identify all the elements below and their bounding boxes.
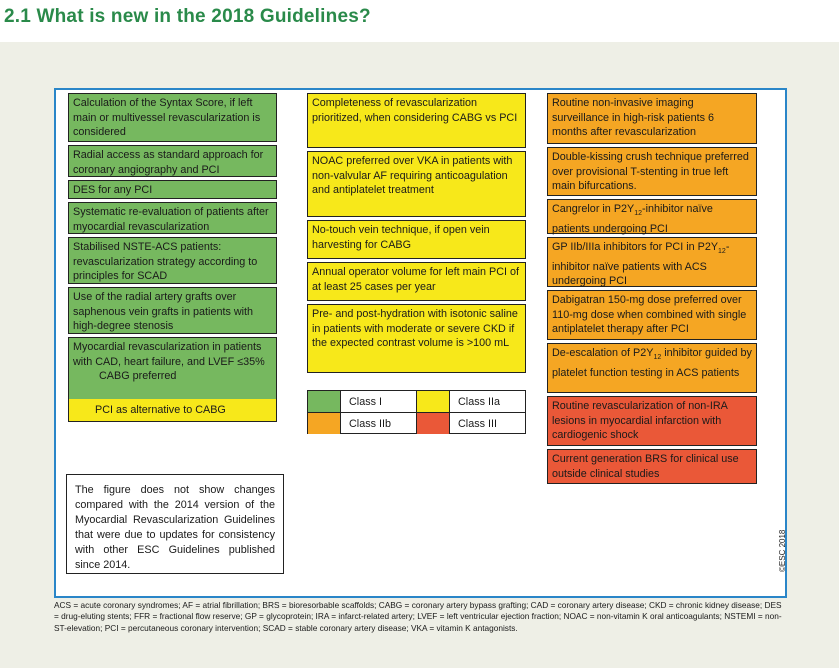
class-iia-item: NOAC preferred over VKA in patients with non-valvular AF requiring anticoagulation and antiplatelet treatment: [307, 151, 526, 217]
class-iia-item: No-touch vein technique, if open vein harvesting for CABG: [307, 220, 526, 259]
class-i-item: DES for any PCI: [68, 180, 277, 199]
class-legend: [307, 390, 526, 434]
class-i-item: Calculation of the Syntax Score, if left main or multivessel revascularization is considered: [68, 93, 277, 142]
class-i-item: [69, 338, 276, 399]
class-i-item: Use of the radial artery grafts over saphenous vein grafts in patients with high-degree stenosis: [68, 287, 277, 334]
copyright: ©ESC 2018: [778, 529, 787, 572]
class-i-column: [68, 93, 277, 422]
class-iib-iii-column: [547, 93, 757, 484]
class-iii-item: Routine revascularization of non-IRA lesions in myocardial infarction with cardiogenic shock: [547, 396, 757, 446]
class-iia-item: Pre- and post-hydration with isotonic saline in patients with moderate or severe CKD if the expected contrast volume is >100 mL: [307, 304, 526, 373]
section-title: 2.1 What is new in the 2018 Guidelines?: [4, 6, 371, 27]
class-iib-item: Cangrelor in $P2Y_{12}$-inhibitor naïve patients undergoing PCI: [547, 199, 757, 234]
legend-class-iii: Class III: [458, 417, 497, 430]
class-iib-item: Dabigatran 150-mg dose preferred over 110-mg dose when combined with single antiplatelet therapy after PCI: [547, 290, 757, 340]
class-i-item-text: Myocardial revascularization in patients with CAD, heart failure, and LVEF ≤35%: [73, 341, 265, 368]
class-i-sub: CABG preferred: [99, 370, 177, 382]
class-iib-item: GP IIb/IIIa inhibitors for PCI in $P2Y_{12}$-inhibitor naïve patients with ACS undergoing PCI: [547, 237, 757, 287]
orange-item-2-source: [0, 0, 1, 1]
class-iia-item: Completeness of revascularization prioritized, when considering CABG vs PCI: [307, 93, 526, 148]
legend-swatch-class-iib: [308, 413, 341, 434]
class-iia-sub: PCI as alternative to CABG: [69, 399, 276, 421]
orange-item-5-source: [0, 0, 1, 1]
legend-class-iib: Class IIb: [349, 417, 392, 430]
class-iib-item: Routine non-invasive imaging surveillance in high-risk patients 6 months after revascularization: [547, 93, 757, 144]
class-iii-item: Current generation BRS for clinical use outside clinical studies: [547, 449, 757, 484]
legend-swatch-class-iia: [417, 391, 450, 412]
legend-swatch-class-iii: [417, 413, 450, 434]
class-i-item: Stabilised NSTE-ACS patients: revascularization strategy according to principles for SCAD: [68, 237, 277, 284]
class-iib-item: Double-kissing crush technique preferred over provisional T-stenting in true left main bifurcations.: [547, 147, 757, 196]
class-i-item: Systematic re-evaluation of patients after myocardial revascularization: [68, 202, 277, 234]
class-i-item: Radial access as standard approach for coronary angiography and PCI: [68, 145, 277, 177]
class-iia-column: [307, 93, 526, 373]
class-i-revasc-group: [68, 337, 277, 422]
legend-class-iia: Class IIa: [458, 395, 501, 408]
orange-item-3-source: [0, 0, 1, 1]
legend-swatch-class-i: [308, 391, 341, 412]
figure-note: The figure does not show changes compared with the 2014 version of the Myocardial Revascularization Guidelines that were due to updates for consistency with other ESC Guidelines published since 2014.: [66, 474, 284, 574]
abbreviations: ACS = acute coronary syndromes; AF = atrial fibrillation; BRS = bioresorbable scaffolds; CABG = coronary artery bypass grafting; CAD = coronary artery disease; CKD = chronic kidney disease; DES = drug-eluting stents; FFR = fractional flow reserve; GP = glycoprotein; IRA = infarct-related artery; LVEF = left ventricular ejection fraction; NOAC = non-vitamin K oral anticoagulants; NSTEMI = non-ST-elevation; PCI = percutaneous coronary intervention; SCAD = stable coronary artery disease; VKA = vitamin K antagonists.: [54, 600, 782, 633]
class-iia-item: Annual operator volume for left main PCI of at least 25 cases per year: [307, 262, 526, 301]
legend-class-i: Class I: [349, 395, 382, 408]
class-iib-item: De-escalation of $P2Y_{12}$ inhibitor guided by platelet function testing in ACS patients: [547, 343, 757, 393]
